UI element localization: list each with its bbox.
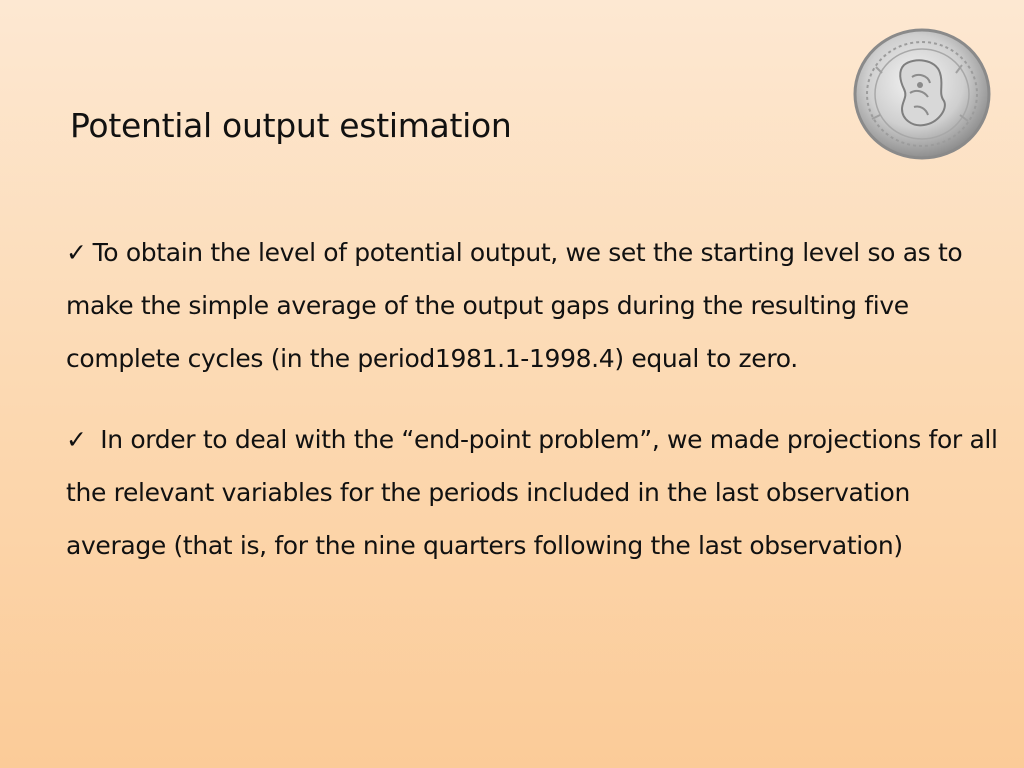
bullet-text: In order to deal with the “end-point problem”, we made projections for all the relevant variables for the periods included in the last observation average (that is, for the nine quarters following the last observation)	[66, 425, 998, 560]
bullet-item	[66, 413, 1011, 572]
checkmark-icon: ✓	[66, 238, 87, 267]
checkmark-icon: ✓	[66, 425, 87, 454]
coin-seal-icon	[852, 27, 992, 161]
bullet-text: To obtain the level of potential output, we set the starting level so as to make the simple average of the output gaps during the resulting five complete cycles (in the period1981.1-1998.4) equal to zero.	[66, 238, 963, 373]
slide-title: Potential output estimation	[70, 106, 512, 145]
bullet-item	[66, 226, 1011, 385]
bullet-list	[66, 226, 1011, 600]
coin-seal-graphic	[852, 27, 992, 161]
